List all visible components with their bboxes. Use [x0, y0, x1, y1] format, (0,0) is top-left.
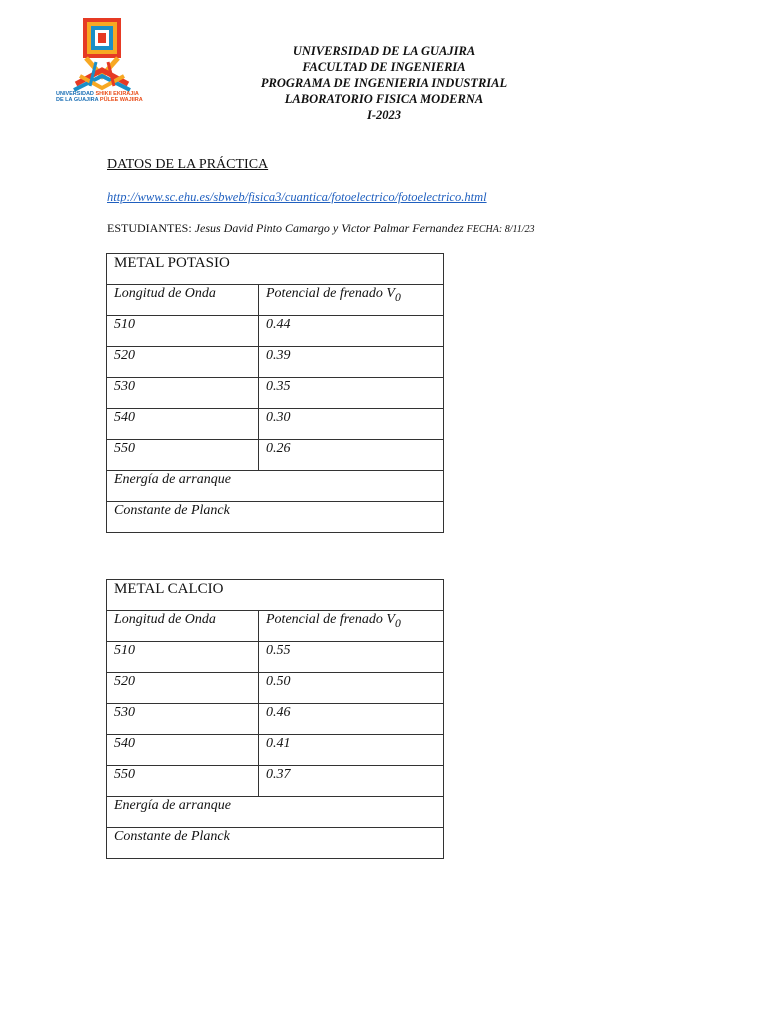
header-lab: LABORATORIO FISICA MODERNA — [284, 92, 484, 106]
table-potasio — [106, 253, 444, 533]
students-names: Jesus David Pinto Camargo y Victor Palmar Fernandez — [194, 221, 464, 235]
section-title: DATOS DE LA PRÁCTICA — [107, 157, 269, 172]
energy-row: Energía de arranque — [107, 797, 444, 828]
table-row — [107, 766, 444, 797]
wavelength-cell: 530 — [107, 378, 259, 409]
planck-row: Constante de Planck — [107, 502, 444, 533]
table-title: METAL POTASIO — [107, 254, 444, 285]
wavelength-cell: 520 — [107, 347, 259, 378]
wavelength-cell: 510 — [107, 642, 259, 673]
table-row — [107, 316, 444, 347]
table-row — [107, 440, 444, 471]
table-row — [107, 642, 444, 673]
energy-row: Energía de arranque — [107, 471, 444, 502]
potential-cell: 0.30 — [259, 409, 444, 440]
date-label: FECHA: 8/11/23 — [466, 224, 535, 235]
table-row — [107, 735, 444, 766]
column-header-potential: Potencial de frenado $V_0$ — [259, 611, 444, 642]
planck-row: Constante de Planck — [107, 828, 444, 859]
wavelength-cell: 510 — [107, 316, 259, 347]
potential-cell: 0.46 — [259, 704, 444, 735]
potential-cell: 0.37 — [259, 766, 444, 797]
wavelength-cell: 520 — [107, 673, 259, 704]
column-header-wavelength: Longitud de Onda — [107, 611, 259, 642]
potential-cell: 0.39 — [259, 347, 444, 378]
potential-cell: 0.26 — [259, 440, 444, 471]
table-row — [107, 347, 444, 378]
potential-cell: 0.35 — [259, 378, 444, 409]
table-row — [107, 378, 444, 409]
wavelength-cell: 550 — [107, 766, 259, 797]
students-label: ESTUDIANTES: — [107, 221, 192, 235]
table-row — [107, 704, 444, 735]
potential-cell: 0.41 — [259, 735, 444, 766]
document-header — [0, 43, 768, 123]
wavelength-cell: 540 — [107, 409, 259, 440]
header-period: I-2023 — [366, 108, 402, 122]
table-row — [107, 409, 444, 440]
wavelength-cell: 530 — [107, 704, 259, 735]
potential-cell: 0.55 — [259, 642, 444, 673]
column-header-potential: Potencial de frenado $V_0$ — [259, 285, 444, 316]
potential-cell: 0.44 — [259, 316, 444, 347]
logo-wordmark: UNIVERSIDAD SHIKII EKIRAJIA DE LA GUAJIRA PÜLEE WAJIIRA — [56, 91, 143, 103]
potential-cell: 0.50 — [259, 673, 444, 704]
column-header-wavelength: Longitud de Onda — [107, 285, 259, 316]
wavelength-cell: 540 — [107, 735, 259, 766]
table-calcio — [106, 579, 444, 859]
header-university: UNIVERSIDAD DE LA GUAJIRA — [292, 44, 476, 58]
wavelength-cell: 550 — [107, 440, 259, 471]
header-faculty: FACULTAD DE INGENIERIA — [302, 60, 466, 74]
header-program: PROGRAMA DE INGENIERIA INDUSTRIAL — [260, 76, 508, 90]
simulation-link[interactable]: http://www.sc.ehu.es/sbweb/fisica3/cuantica/fotoelectrico/fotoelectrico.html — [107, 190, 487, 204]
table-row — [107, 673, 444, 704]
students-line — [107, 221, 535, 236]
table-title: METAL CALCIO — [107, 580, 444, 611]
